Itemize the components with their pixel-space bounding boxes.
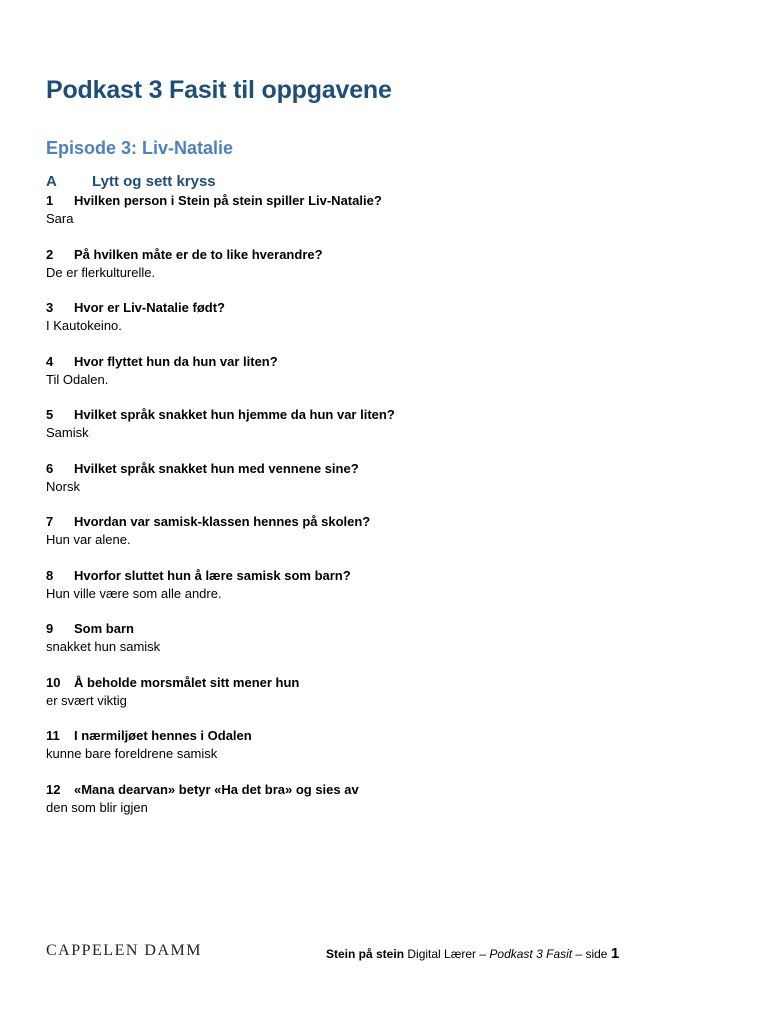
question-item bbox=[46, 620, 706, 674]
question-item bbox=[46, 192, 706, 246]
question-label: Hvordan var samisk-klassen hennes på skolen? bbox=[74, 514, 371, 529]
footer-book-title: Stein på stein bbox=[326, 947, 405, 961]
question-number: 6 bbox=[46, 460, 54, 476]
question-text bbox=[46, 353, 706, 371]
answer-text: er svært viktig bbox=[46, 692, 127, 708]
question-label: «Mana dearvan» betyr «Ha det bra» og sies av bbox=[74, 781, 359, 797]
answer-text: Hun ville være som alle andre. bbox=[46, 585, 222, 601]
question-number: 1 bbox=[46, 193, 54, 208]
question-text bbox=[46, 246, 706, 264]
section-title: Lytt og sett kryss bbox=[92, 173, 216, 190]
answer-text: Hun var alene. bbox=[46, 532, 131, 547]
question-label: Hvor er Liv-Natalie født? bbox=[74, 300, 225, 315]
question-label: Hvilket språk snakket hun med vennene sine? bbox=[74, 460, 359, 476]
question-number: 5 bbox=[46, 407, 54, 422]
question-number: 12 bbox=[46, 781, 61, 797]
question-text bbox=[46, 192, 706, 210]
question-number: 11 bbox=[46, 728, 60, 743]
page-title: Podkast 3 Fasit til oppgavene bbox=[46, 76, 392, 104]
question-item bbox=[46, 353, 706, 407]
question-text bbox=[46, 781, 706, 799]
question-item bbox=[46, 727, 706, 781]
answer-text: snakket hun samisk bbox=[46, 639, 161, 654]
question-text bbox=[46, 674, 706, 692]
answer-text: Til Odalen. bbox=[46, 371, 109, 387]
answer-text: I Kautokeino. bbox=[46, 318, 122, 333]
footer-product: Digital Lærer – bbox=[404, 947, 490, 961]
answer-text: Samisk bbox=[46, 425, 89, 440]
question-text bbox=[46, 299, 706, 317]
question-item bbox=[46, 567, 706, 621]
question-text bbox=[46, 567, 706, 585]
answer-text: kunne bare foreldrene samisk bbox=[46, 746, 218, 761]
footer-page-number: 1 bbox=[610, 945, 620, 962]
question-label: Som barn bbox=[74, 621, 134, 636]
question-number: 9 bbox=[46, 621, 54, 636]
question-item bbox=[46, 674, 706, 728]
question-label: Hvilket språk snakket hun hjemme da hun var liten? bbox=[74, 407, 395, 422]
footer-doc-title: Podkast 3 Fasit bbox=[489, 947, 573, 961]
question-label: Å beholde morsmålet sitt mener hun bbox=[74, 674, 300, 690]
question-item bbox=[46, 246, 706, 300]
page-footer bbox=[326, 945, 619, 963]
question-list bbox=[46, 192, 706, 834]
question-label: På hvilken måte er de to like hverandre? bbox=[74, 246, 323, 262]
question-item bbox=[46, 460, 706, 514]
question-item bbox=[46, 781, 706, 835]
question-number: 10 bbox=[46, 674, 61, 690]
question-number: 8 bbox=[46, 567, 54, 583]
section-heading bbox=[46, 172, 216, 192]
question-text bbox=[46, 460, 706, 478]
answer-text: den som blir igjen bbox=[46, 799, 148, 815]
question-label: Hvilken person i Stein på stein spiller Liv-Natalie? bbox=[74, 193, 382, 208]
question-number: 4 bbox=[46, 353, 54, 369]
question-text bbox=[46, 513, 706, 531]
question-item bbox=[46, 513, 706, 567]
question-text bbox=[46, 620, 706, 638]
question-text bbox=[46, 727, 706, 745]
question-number: 2 bbox=[46, 246, 54, 262]
publisher-logo: CAPPELEN DAMM bbox=[46, 942, 202, 959]
answer-text: De er flerkulturelle. bbox=[46, 264, 156, 280]
question-text bbox=[46, 406, 706, 424]
question-label: Hvorfor sluttet hun å lære samisk som barn? bbox=[74, 567, 351, 583]
question-item bbox=[46, 406, 706, 460]
answer-text: Sara bbox=[46, 211, 74, 226]
question-label: Hvor flyttet hun da hun var liten? bbox=[74, 353, 278, 369]
episode-title: Episode 3: Liv-Natalie bbox=[46, 138, 234, 158]
question-number: 3 bbox=[46, 300, 54, 315]
footer-page-label: – side bbox=[572, 947, 611, 961]
question-label: I nærmiljøet hennes i Odalen bbox=[74, 728, 252, 743]
question-number: 7 bbox=[46, 514, 54, 529]
question-item bbox=[46, 299, 706, 353]
answer-text: Norsk bbox=[46, 478, 80, 494]
section-letter: A bbox=[46, 173, 57, 190]
